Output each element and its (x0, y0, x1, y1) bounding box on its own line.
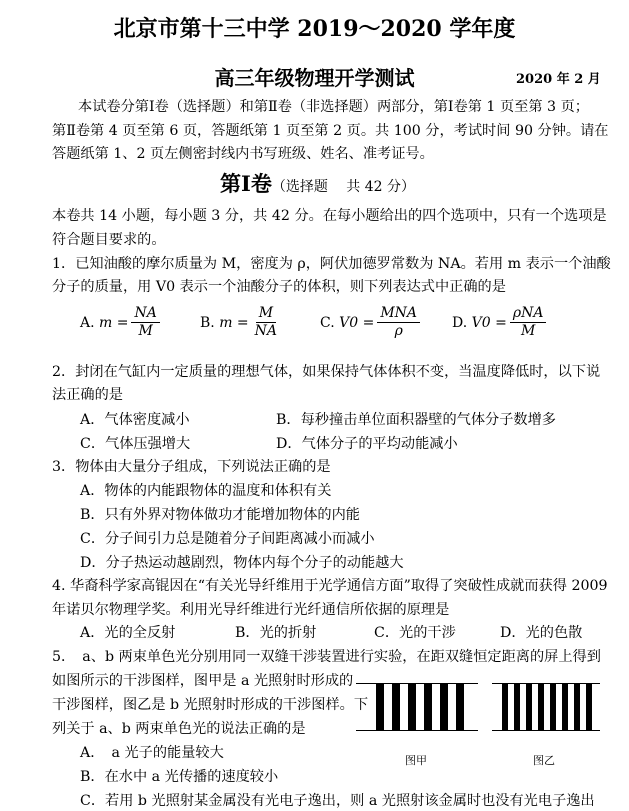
q1-option-a-den: M (138, 323, 153, 339)
fringe (392, 683, 400, 731)
q1-option-a-num: NA (131, 305, 159, 323)
q4-line-1: 4. 华裔科学家高锟因在“有关光导纤维用于光学通信方面”取得了突破性成就而获得 2009 (52, 578, 608, 594)
exam-date: 2020 年 2 月 (516, 72, 601, 87)
pattern-b-bottom-edge (492, 730, 600, 731)
figure-caption-b: 图乙 (533, 754, 555, 767)
q1-option-a-lhs: m = (99, 314, 129, 331)
fringe (376, 683, 384, 731)
q1-option-a-fraction (131, 305, 159, 340)
q5-option-a[interactable]: A． a 光子的能量较大 (80, 745, 224, 761)
fringe (514, 683, 520, 731)
q1-option-d-label: D. (452, 314, 468, 331)
intro-line-3: 答题纸第 1、2 页左侧密封线内书写班级、姓名、准考证号。 (52, 146, 434, 162)
q5-line-3: 干涉图样，图乙是 b 光照射时形成的干涉图样。下 (52, 697, 369, 713)
figure-caption-a: 图甲 (405, 754, 427, 767)
q3-option-a[interactable]: A．物体的内能跟物体的温度和体积有关 (80, 483, 332, 499)
q4-option-b[interactable]: B．光的折射 (235, 625, 317, 641)
q5-line-1: 5． a、b 两束单色光分别用同一双缝干涉装置进行实验，在距双缝恒定距离的屏上得到 (52, 649, 601, 665)
q1-option-d-den: M (520, 323, 536, 339)
q5-line-4: 列关于 a、b 两束单色光的说法正确的是 (52, 721, 306, 737)
interference-pattern-a (356, 683, 478, 731)
interference-pattern-b (492, 683, 600, 731)
fringe (586, 683, 592, 731)
q1-option-c[interactable] (320, 305, 423, 340)
fringe (538, 683, 544, 731)
intro-line-1: 本试卷分第Ⅰ卷（选择题）和第Ⅱ卷（非选择题）两部分，第Ⅰ卷第 1 页至第 3 页； (78, 99, 589, 115)
fringe (424, 683, 432, 731)
instructions-line-1: 本卷共 14 小题，每小题 3 分，共 42 分。在每小题给出的四个选项中，只有一个选项是 (52, 208, 607, 224)
q1-option-b-fraction (252, 305, 280, 340)
q1-option-b-lhs: m = (219, 314, 249, 331)
q4-option-d[interactable]: D．光的色散 (500, 625, 583, 641)
q1-option-c-den: ρ (394, 323, 403, 339)
q1-option-a[interactable] (80, 305, 163, 340)
q1-option-d-num: ρNA (510, 305, 547, 323)
fringe (456, 683, 464, 731)
intro-line-2: 第Ⅱ卷第 4 页至第 6 页，答题纸第 1 页至第 2 页。共 100 分，考试时间 90 分钟。请在 (52, 123, 609, 139)
q2-option-d[interactable]: D．气体分子的平均动能减小 (276, 436, 458, 452)
q1-option-d[interactable] (452, 305, 549, 340)
fringe (550, 683, 556, 731)
q3-line-1: 3．物体由大量分子组成，下列说法正确的是 (52, 459, 331, 475)
q1-line-2: 分子的质量，用 V0 表示一个油酸分子的体积，则下列表达式中正确的是 (52, 279, 506, 295)
q1-option-b[interactable] (200, 305, 283, 340)
q1-option-c-num: MNA (377, 305, 420, 323)
fringe (574, 683, 580, 731)
q1-line-1: 1．已知油酸的摩尔质量为 M，密度为 ρ，阿伏加德罗常数为 NA。若用 m 表示一个油酸 (52, 256, 611, 272)
exam-subtitle: 高三年级物理开学测试 (214, 66, 415, 90)
q2-option-a[interactable]: A．气体密度减小 (80, 412, 190, 428)
q3-option-d[interactable]: D．分子热运动越剧烈，物体内每个分子的动能越大 (80, 555, 404, 571)
section-heading (220, 168, 415, 198)
q1-option-d-lhs: V0 = (471, 314, 507, 331)
fringe (440, 683, 448, 731)
fringe (408, 683, 416, 731)
q2-option-b[interactable]: B．每秒撞击单位面积器壁的气体分子数增多 (276, 412, 556, 428)
pattern-b-top-edge (492, 683, 600, 684)
q4-line-2: 年诺贝尔物理学奖。利用光导纤维进行光纤通信所依据的原理是 (52, 602, 450, 618)
q1-option-a-label: A. (80, 314, 95, 331)
q2-line-2: 法正确的是 (52, 387, 123, 403)
q4-option-c[interactable]: C．光的干涉 (374, 625, 456, 641)
q2-option-c[interactable]: C．气体压强增大 (80, 436, 191, 452)
q1-option-c-label: C. (320, 314, 335, 331)
q4-option-a[interactable]: A．光的全反射 (80, 625, 176, 641)
fringe (526, 683, 532, 731)
exam-title: 北京市第十三中学 2019～2020 学年度 (113, 16, 516, 42)
q1-option-c-lhs: V0 = (339, 314, 375, 331)
fringe (502, 683, 508, 731)
q1-option-c-fraction (377, 305, 420, 340)
q5-option-c[interactable]: C．若用 b 光照射某金属没有光电子逸出，则 a 光照射该金属时也没有光电子逸出 (80, 793, 595, 809)
q5-option-b[interactable]: B．在水中 a 光传播的速度较小 (80, 769, 279, 785)
q5-line-2: 如图所示的干涉图样，图甲是 a 光照射时形成的 (52, 673, 354, 689)
instructions-line-2: 符合题目要求的。 (52, 232, 166, 248)
q3-option-b[interactable]: B．只有外界对物体做功才能增加物体的内能 (80, 507, 360, 523)
q1-option-b-num: M (256, 305, 276, 323)
q1-option-d-fraction (510, 305, 547, 340)
section-subtitle: （选择题 共 42 分） (271, 179, 415, 195)
fringe (562, 683, 568, 731)
section-title: 第Ⅰ卷 (220, 171, 272, 196)
q1-option-b-den: NA (254, 323, 278, 339)
q3-option-c[interactable]: C．分子间引力总是随着分子间距离减小而减小 (80, 531, 375, 547)
q2-line-1: 2．封闭在气缸内一定质量的理想气体，如果保持气体体积不变，当温度降低时，以下说 (52, 364, 601, 380)
q1-option-b-label: B. (200, 314, 215, 331)
